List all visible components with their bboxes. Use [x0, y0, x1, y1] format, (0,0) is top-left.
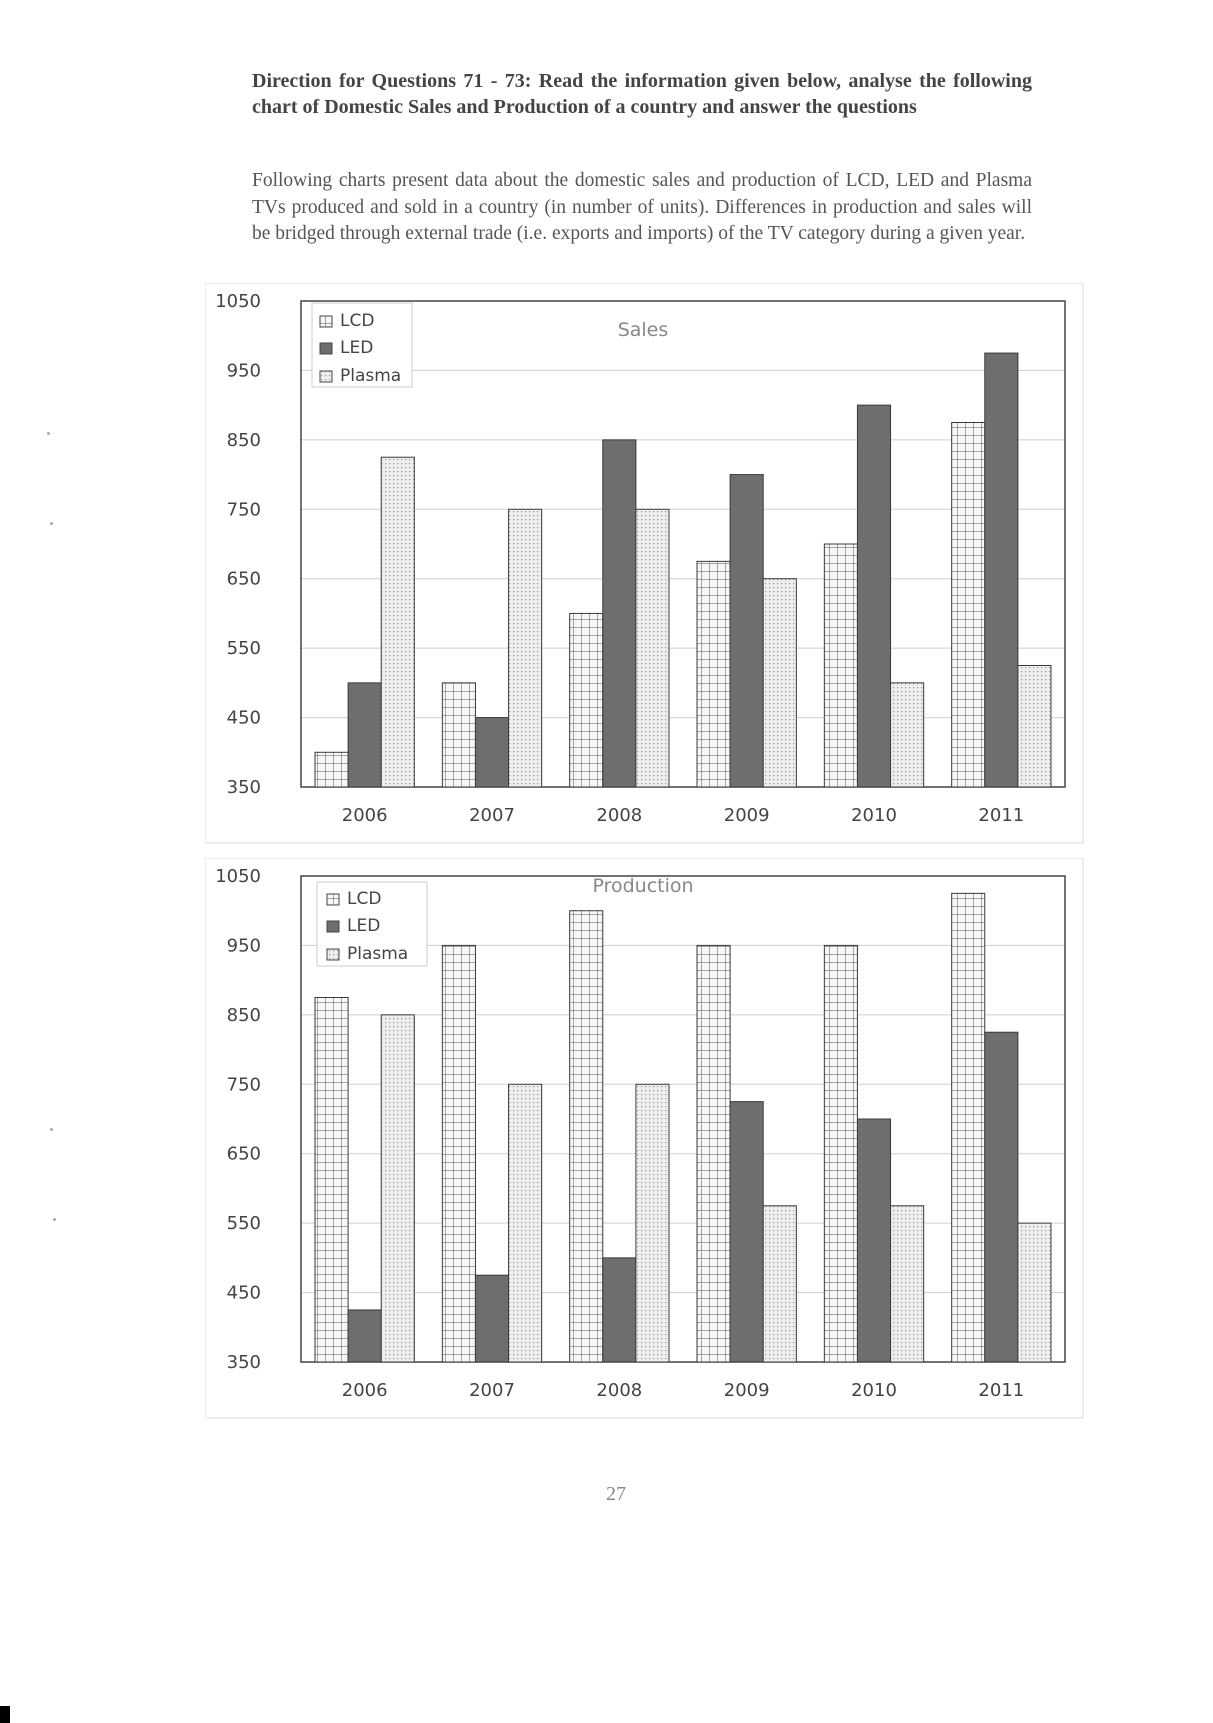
- sales-bar-lcd-2008: [570, 613, 603, 787]
- production-bar-plasma-2009: [763, 1206, 796, 1362]
- production-y-tick-label: 650: [226, 1143, 261, 1165]
- sales-chart: [205, 283, 1085, 858]
- production-y-tick-label: 750: [226, 1074, 261, 1096]
- production-chart: [205, 858, 1085, 1433]
- production-bar-led-2011: [985, 1032, 1018, 1362]
- page-number: 27: [606, 1483, 626, 1505]
- production-bar-lcd-2007: [442, 945, 475, 1362]
- production-chart-title: Production: [592, 875, 694, 897]
- sales-y-tick-label: 550: [226, 638, 261, 660]
- legend-led-swatch: [320, 343, 332, 354]
- sales-x-tick-label: 2009: [723, 805, 770, 826]
- legend-lcd-label: LCD: [347, 889, 382, 909]
- sales-bar-lcd-2010: [824, 544, 857, 787]
- production-bar-plasma-2011: [1018, 1223, 1051, 1362]
- sales-bar-led-2009: [730, 475, 763, 787]
- sales-bar-lcd-2009: [697, 561, 730, 787]
- sales-x-tick-label: 2008: [596, 805, 643, 826]
- sales-bar-lcd-2007: [442, 683, 475, 787]
- sales-y-tick-label: 750: [226, 499, 261, 521]
- production-x-tick-label: 2008: [596, 1380, 643, 1401]
- legend-plasma-label: Plasma: [340, 366, 402, 386]
- direction-heading: Direction for Questions 71 - 73: Read the information given below, analyse the following chart of Domestic Sales and Production of a country and answer the questions: [252, 70, 1032, 118]
- sales-bar-plasma-2006: [381, 457, 414, 787]
- production-bar-plasma-2010: [891, 1206, 924, 1362]
- sales-x-tick-label: 2007: [469, 805, 515, 826]
- legend-plasma-label: Plasma: [347, 944, 409, 964]
- scan-speck: [50, 522, 53, 525]
- production-y-tick-label: 450: [226, 1282, 261, 1304]
- production-x-tick-label: 2009: [723, 1380, 770, 1401]
- scan-speck: [53, 1218, 56, 1221]
- sales-bar-plasma-2008: [636, 509, 669, 787]
- legend-lcd-swatch: [320, 316, 332, 327]
- sales-bar-lcd-2011: [952, 423, 985, 788]
- scan-speck: [50, 1128, 53, 1131]
- legend-led-swatch: [327, 921, 339, 932]
- production-y-tick-label: 1050: [215, 866, 261, 887]
- production-bar-lcd-2009: [697, 945, 730, 1362]
- sales-chart-legend: [312, 303, 412, 387]
- legend-lcd-label: LCD: [340, 311, 375, 331]
- sales-x-tick-label: 2010: [851, 805, 897, 826]
- sales-y-tick-label: 350: [226, 777, 261, 798]
- sales-bar-plasma-2007: [509, 509, 542, 787]
- sales-bar-led-2008: [603, 440, 636, 787]
- production-bar-lcd-2010: [824, 945, 857, 1362]
- production-y-tick-label: 950: [226, 935, 261, 957]
- sales-y-tick-label: 950: [226, 360, 261, 382]
- production-bar-lcd-2011: [952, 893, 985, 1362]
- intro-paragraph: Following charts present data about the domestic sales and production of LCD, LED and Plasma TVs produced and sold in a country (in number of units). Differences in production and sales will be bridged through external trade (i.e. exports and imports) of the TV category during a given year.: [252, 170, 1032, 244]
- production-bar-led-2006: [348, 1310, 381, 1362]
- production-bar-plasma-2006: [381, 1015, 414, 1362]
- scan-speck: [47, 432, 50, 435]
- sales-chart-title: Sales: [617, 319, 669, 341]
- sales-y-tick-label: 1050: [215, 291, 261, 312]
- production-x-tick-label: 2006: [341, 1380, 388, 1401]
- legend-led-label: LED: [340, 338, 374, 358]
- production-bar-lcd-2006: [315, 998, 348, 1363]
- sales-x-tick-label: 2006: [341, 805, 388, 826]
- legend-plasma-swatch: [320, 371, 332, 382]
- sales-bar-led-2007: [475, 718, 508, 787]
- production-y-tick-label: 350: [226, 1352, 261, 1373]
- production-bar-plasma-2007: [509, 1084, 542, 1362]
- production-chart-legend: [317, 882, 427, 966]
- sales-y-tick-label: 450: [226, 707, 261, 729]
- scan-edge-mark: [0, 1706, 10, 1723]
- sales-y-tick-label: 650: [226, 568, 261, 590]
- production-bar-plasma-2008: [636, 1084, 669, 1362]
- sales-bar-plasma-2010: [891, 683, 924, 787]
- production-bar-led-2010: [857, 1119, 890, 1362]
- production-bar-led-2009: [730, 1102, 763, 1362]
- sales-bar-led-2011: [985, 353, 1018, 787]
- production-bar-led-2007: [475, 1275, 508, 1362]
- production-y-tick-label: 850: [226, 1004, 261, 1026]
- legend-plasma-swatch: [327, 949, 339, 960]
- production-x-tick-label: 2010: [851, 1380, 897, 1401]
- sales-bar-lcd-2006: [315, 752, 348, 787]
- sales-bar-plasma-2011: [1018, 666, 1051, 788]
- production-y-tick-label: 550: [226, 1213, 261, 1235]
- sales-y-tick-label: 850: [226, 429, 261, 451]
- production-x-tick-label: 2011: [978, 1380, 1025, 1401]
- sales-x-tick-label: 2011: [978, 805, 1025, 826]
- sales-bar-led-2010: [857, 405, 890, 787]
- legend-led-label: LED: [347, 916, 381, 936]
- production-bar-led-2008: [603, 1258, 636, 1362]
- production-x-tick-label: 2007: [469, 1380, 515, 1401]
- production-bar-lcd-2008: [570, 911, 603, 1362]
- legend-lcd-swatch: [327, 894, 339, 905]
- sales-bar-plasma-2009: [763, 579, 796, 787]
- sales-bar-led-2006: [348, 683, 381, 787]
